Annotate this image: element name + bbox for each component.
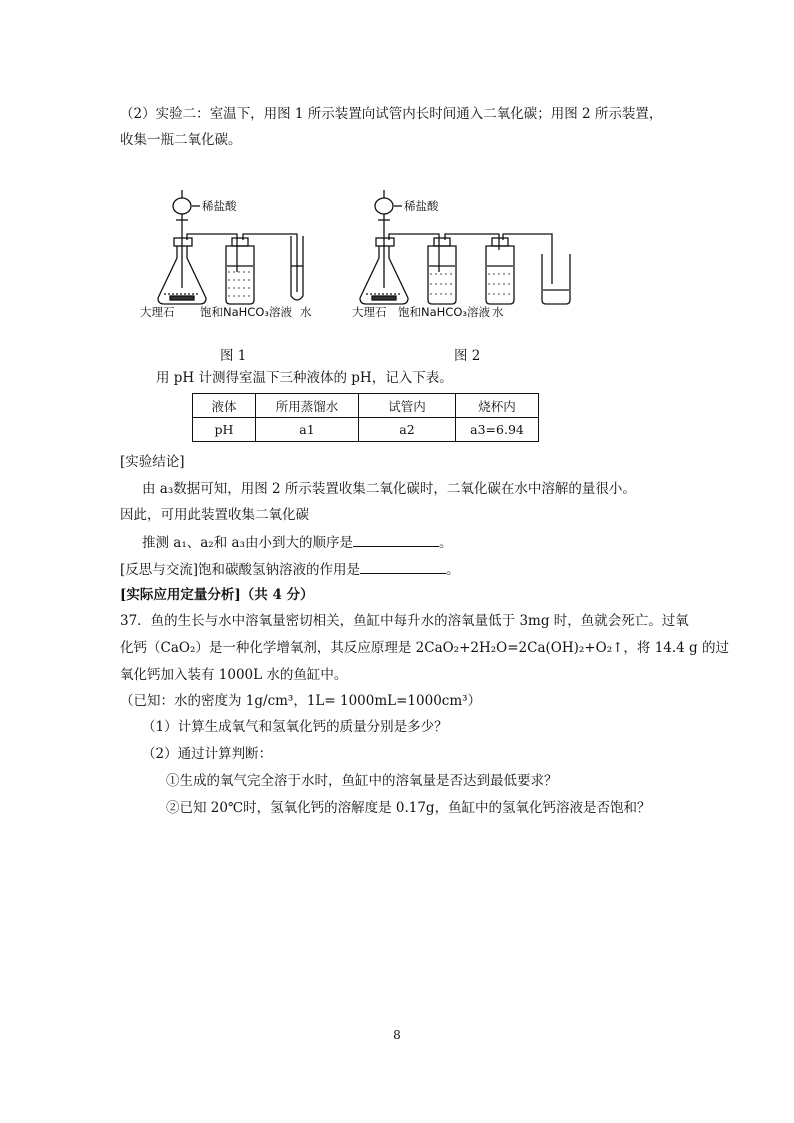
reflection-question-suffix: 。 — [446, 562, 460, 578]
order-question — [142, 532, 452, 553]
table-header-cell: 烧杯内 — [456, 394, 539, 418]
conclusion-line-2: 因此，可用此装置收集二氧化碳 — [120, 507, 309, 523]
table-header-cell: 试管内 — [359, 394, 456, 418]
table-cell: a3=6.94 — [456, 418, 539, 442]
fig2-acid-label: 稀盐酸 — [404, 199, 439, 213]
question-37-line-3: 氧化钙加入装有 1000L 水的鱼缸中。 — [120, 667, 348, 683]
table-cell: a2 — [359, 418, 456, 442]
fig2-water-label: 水 — [492, 305, 504, 319]
conclusion-heading: [实验结论] — [120, 454, 185, 470]
fig2-bicarb-label: 饱和NaHCO₃溶液 — [398, 305, 490, 319]
reflection-answer-blank[interactable] — [360, 559, 446, 574]
page-number: 8 — [393, 1028, 401, 1042]
question-37-line-2: 化钙（CaO₂）是一种化学增氧剂，其反应原理是 2CaO₂+2H₂O=2Ca(OH)₂+O₂↑，将 14.4 g 的过 — [120, 640, 729, 656]
fig1-bicarb-label: 饱和NaHCO₃溶液 — [200, 305, 292, 319]
section-heading: [实际应用定量分析]（共 4 分） — [120, 587, 314, 603]
table-row-label: pH — [193, 418, 256, 442]
order-question-text: 推测 a₁、a₂和 a₃由小到大的顺序是 — [142, 535, 353, 551]
order-question-suffix: 。 — [438, 535, 453, 551]
sub-question-2a: ①生成的氧气完全溶于水时，鱼缸中的溶氧量是否达到最低要求？ — [166, 773, 558, 789]
ph-intro: 用 pH 计测得室温下三种液体的 pH，记入下表。 — [156, 370, 453, 386]
figure-2-caption: 图 2 — [454, 348, 481, 364]
sub-question-2b: ②已知 20℃时，氢氧化钙的溶解度是 0.17g，鱼缸中的氢氧化钙溶液是否饱和？ — [166, 800, 651, 816]
sub-question-2: （2）通过计算判断： — [142, 746, 273, 762]
reflection-question-text: [反思与交流]饱和碳酸氢钠溶液的作用是 — [120, 562, 361, 578]
intro-line-2: 收集一瓶二氧化碳。 — [120, 132, 242, 148]
figure-1-apparatus — [140, 180, 340, 325]
intro-line-1: （2）实验二：室温下，用图 1 所示装置向试管内长时间通入二氧化碳；用图 2 所示装置， — [120, 106, 663, 122]
table-row — [193, 418, 539, 442]
table-cell: a1 — [256, 418, 359, 442]
fig1-marble-label: 大理石 — [140, 305, 175, 319]
fig1-acid-label: 稀盐酸 — [202, 199, 237, 213]
order-answer-blank[interactable] — [353, 532, 439, 547]
question-37-line-1: 37．鱼的生长与水中溶氧量密切相关，鱼缸中每升水的溶氧量低于 3mg 时，鱼就会死亡。过氧 — [120, 613, 689, 629]
known-conditions: （已知：水的密度为 1g/cm³，1L= 1000mL=1000cm³） — [120, 693, 482, 709]
conclusion-line-1: 由 a₃数据可知，用图 2 所示装置收集二氧化碳时，二氧化碳在水中溶解的量很小。 — [142, 481, 636, 497]
ph-table — [192, 393, 539, 442]
figure-2-apparatus — [352, 180, 572, 325]
figure-1-caption: 图 1 — [220, 348, 247, 364]
reflection-question — [120, 559, 460, 580]
table-header-cell: 所用蒸馏水 — [256, 394, 359, 418]
fig1-water-label: 水 — [300, 305, 312, 319]
table-header-cell: 液体 — [193, 394, 256, 418]
sub-question-1: （1）计算生成氧气和氢氧化钙的质量分别是多少？ — [142, 719, 448, 735]
table-row — [193, 394, 539, 418]
fig2-marble-label: 大理石 — [352, 305, 387, 319]
